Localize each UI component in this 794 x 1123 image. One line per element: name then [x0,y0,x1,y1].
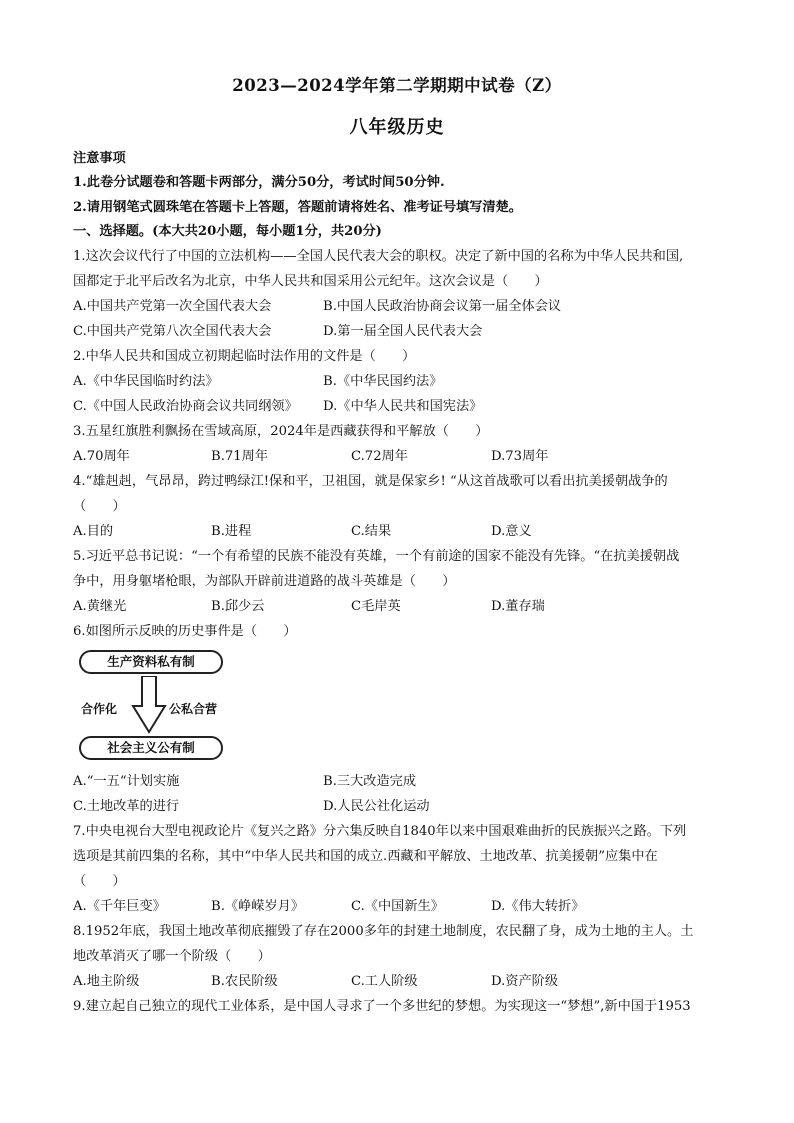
q6-option-a: A.“一五“计划实施 [73,774,180,789]
q5-option-b: B.邱少云 [211,599,265,614]
question-8-line-1: 8.1952年底，我国土地改革彻底摧毁了存在2000多年的封建土地制度，农民翻了身，成为土地的主人。土 [73,924,694,939]
q6-option-d: D.人民公社化运动 [323,799,430,814]
question-7-line-1: 7.中央电视台大型电视政论片《复兴之路》分六集反映自1840年以来中国艰难曲折的民族振兴之路。下列 [73,824,687,839]
question-7-line-3: （ ） [73,874,126,889]
notice-item-1: 1.此卷分试题卷和答题卡两部分，满分50分，考试时间50分钟. [73,175,445,190]
q4-option-d: D.意义 [491,524,532,539]
q2-option-a: A.《中华民国临时约法》 [73,374,219,389]
q2-option-c: C.《中国人民政治协商会议共同纲领》 [73,399,298,414]
question-2-line-1: 2.中华人民共和国成立初期起临时法作用的文件是（ ） [73,349,416,364]
q1-option-b: B.中国人民政治协商会议第一届全体会议 [323,299,562,314]
q8-option-d: D.资产阶级 [491,974,559,989]
q1-option-d: D.第一届全国人民代表大会 [323,324,483,339]
q5-option-d: D.董存瑞 [491,599,545,614]
question-7-line-2: 选项是其前四集的名称，其中“中华人民共和国的成立.西藏和平解放、土地改革、抗美援朝”应集中在 [73,849,658,864]
question-5-line-2: 争中，用身躯堵枪眼，为部队开辟前进道路的战斗英雄是（ ） [73,574,456,589]
notice-heading: 注意事项 [73,151,126,166]
question-8-line-2: 地改革消灭了哪一个阶级（ ） [73,949,271,964]
question-3-line-1: 3.五星红旗胜利飘扬在雪域高原，2024年是西藏获得和平解放（ ） [73,424,489,439]
q7-option-a: A.《千年巨变》 [73,899,166,914]
question-5-line-1: 5.习近平总书记说：“一个有希望的民族不能没有英雄，一个有前途的国家不能没有先锋。“在抗美援朝战 [73,549,680,564]
exam-subtitle: 八年级历史 [349,117,445,138]
q7-option-d: D.《伟大转折》 [491,899,585,914]
diagram-top-box: 生产资料私有制 [79,650,223,674]
q6-option-b: B.三大改造完成 [323,774,417,789]
q3-option-a: A.70周年 [73,449,130,464]
q2-option-b: B.《中华民国约法》 [323,374,443,389]
q2-option-d: D.《中华人民共和国宪法》 [323,399,483,414]
q1-option-c: C.中国共产党第八次全国代表大会 [73,324,272,339]
question-1-line-1: 1.这次会议代行了中国的立法机构——全国人民代表大会的职权。决定了新中国的名称为中华人民共和国, [73,249,684,264]
q3-option-b: B.71周年 [211,449,269,464]
q8-option-c: C.工人阶级 [351,974,418,989]
question-4-line-2: （ ） [73,499,126,514]
q5-option-a: A.黄继光 [73,599,127,614]
q4-option-a: A.目的 [73,524,114,539]
down-arrow-icon [131,676,167,734]
q7-option-b: B.《峥嵘岁月》 [211,899,305,914]
diagram-bottom-box: 社会主义公有制 [79,736,223,760]
notice-item-2: 2.请用钢笔式圆珠笔在答题卡上答题，答题前请将姓名、准考证号填写清楚。 [73,200,522,215]
ownership-diagram [73,650,233,762]
q8-option-a: A.地主阶级 [73,974,140,989]
q1-option-a: A.中国共产党第一次全国代表大会 [73,299,272,314]
q6-option-c: C.土地改革的进行 [73,799,180,814]
q8-option-b: B.农民阶级 [211,974,278,989]
question-9-line-1: 9.建立起自己独立的现代工业体系，是中国人寻求了一个多世纪的梦想。为实现这一“梦想”,新中国于1953 [73,999,691,1014]
q3-option-d: D.73周年 [491,449,549,464]
q4-option-b: B.进程 [211,524,252,539]
q7-option-c: C.《中国新生》 [351,899,444,914]
q3-option-c: C.72周年 [351,449,408,464]
q4-option-c: C.结果 [351,524,392,539]
question-6-line-1: 6.如图所示反映的历史事件是（ ） [73,624,297,639]
diagram-left-label: 合作化 [81,702,118,716]
exam-title: 2023—2024学年第二学期期中试卷（Z） [232,76,562,95]
diagram-right-label: 公私合营 [169,702,218,716]
question-1-line-2: 国都定于北平后改名为北京，中华人民共和国采用公元纪年。这次会议是（ ） [73,274,548,289]
section-heading: 一、选择题。(本大共20小题，每小题1分，共20分) [73,224,382,239]
question-4-line-1: 4.“雄赳赳，气昂昂，跨过鸭绿江!保和平，卫祖国，就是保家乡! “从这首战歌可以看出抗美援朝战争的 [73,474,668,489]
q5-option-c: C毛岸英 [351,599,401,614]
